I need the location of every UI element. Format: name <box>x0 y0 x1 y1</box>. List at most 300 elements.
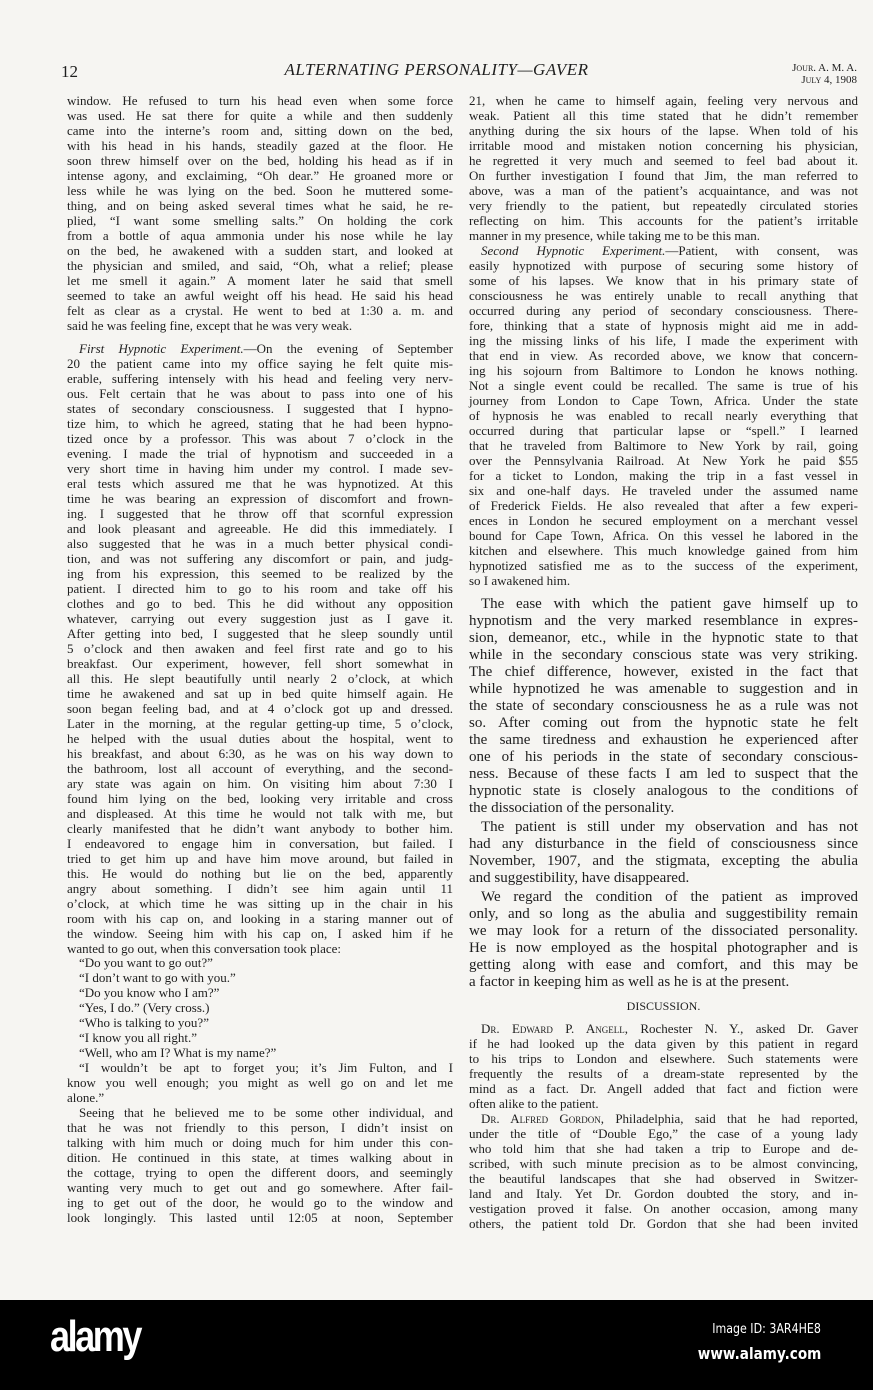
line-text: ous. Felt certain that he was about to pass into one of his <box>67 386 453 401</box>
line-text: also suggested that he was in a much better physical condi- <box>67 536 453 551</box>
line-text: —On the evening of September <box>243 341 453 356</box>
line-text: six and one-half days. He traveled under the assumed name <box>469 483 858 498</box>
text-line <box>469 198 858 213</box>
paragraph <box>469 1021 858 1111</box>
line-text: states of secondary consciousness. I suggested that I hypno- <box>67 401 453 416</box>
line-text: hypnotic state is closely analogous to the conditions of <box>469 783 858 799</box>
text-line <box>67 955 453 970</box>
text-line <box>67 476 453 491</box>
line-text: 5 o’clock and then awaken and feel first rate and go to his <box>67 641 453 656</box>
text-line <box>469 483 858 498</box>
line-text: thing, and on being asked several times what he said, he re- <box>67 198 453 213</box>
text-line <box>67 401 453 416</box>
line-text: alone.” <box>67 1090 105 1105</box>
alamy-logo: alamy <box>50 1312 141 1361</box>
paragraph <box>67 970 453 985</box>
text-line <box>469 664 858 681</box>
paragraph <box>67 985 453 1000</box>
line-text: dition. He continued in this state, at times walking about in <box>67 1150 453 1165</box>
text-line <box>67 446 453 461</box>
text-line <box>469 630 858 647</box>
text-line <box>67 896 453 911</box>
line-text: this. He would do nothing but lie on the bed, apparently <box>67 866 453 881</box>
text-line <box>469 228 858 243</box>
text-line <box>67 461 453 476</box>
text-line <box>67 1165 453 1180</box>
text-line <box>67 1210 453 1225</box>
paragraph <box>67 1000 453 1015</box>
paragraph <box>67 1105 453 1225</box>
conversation-dialogue <box>67 955 453 1225</box>
line-text: his breakfast, and about 6:30, as he was on his way down to <box>67 746 453 761</box>
text-line <box>469 288 858 303</box>
text-line <box>67 1000 453 1015</box>
text-line <box>469 438 858 453</box>
line-text: seemed to take an awful weight off his head. He said his head <box>67 288 453 303</box>
text-line <box>469 1156 858 1171</box>
line-text: of hypnosis he was enabled to recall nearly everything that <box>469 408 858 423</box>
watermark-bar <box>0 1300 873 1390</box>
left-paragraph-continuation <box>67 93 453 333</box>
line-text: we may look for a return of the dissociated personality. <box>469 923 858 939</box>
paragraph <box>67 1060 453 1105</box>
journal-name: Jour. A. M. A. <box>792 62 857 74</box>
text-line <box>469 1186 858 1201</box>
line-text: the window. Seeing him with his cap on, I asked him if he <box>67 926 453 941</box>
text-line <box>469 974 858 991</box>
line-text: “Do you want to go out?” <box>79 955 213 970</box>
line-text: “Who is talking to you?” <box>79 1015 209 1030</box>
line-text: very friendly to the patient, but repeatedly circulated stories <box>469 198 858 213</box>
line-text: I endeavored to engage him in conversation, but failed. I <box>67 836 453 851</box>
text-line <box>67 761 453 776</box>
text-line <box>469 573 858 588</box>
line-text: occurred during any period of secondary consciousness. There- <box>469 303 858 318</box>
line-text: getting along with ease and comfort, and this may be <box>469 957 858 973</box>
paragraph <box>67 1045 453 1060</box>
paragraph <box>469 889 858 991</box>
text-line <box>67 506 453 521</box>
line-text: consciousness he was entirely unable to recall anything that <box>469 288 858 303</box>
text-line <box>469 243 858 258</box>
text-line <box>469 348 858 363</box>
line-text: others, the patient told Dr. Gordon that she had been invited <box>469 1216 858 1231</box>
text-line <box>67 273 453 288</box>
second-hypnotic-experiment <box>469 93 858 588</box>
text-line <box>469 1036 858 1051</box>
line-text: evening. I made the trial of hypnotism and succeeded in a <box>67 446 453 461</box>
line-text: plied, “I want some smelling salts.” On holding the cork <box>67 213 453 228</box>
line-text: while in the secondary conscious state was very striking. <box>469 647 858 663</box>
text-line <box>469 819 858 836</box>
text-line <box>469 513 858 528</box>
text-line <box>469 558 858 573</box>
text-line <box>67 521 453 536</box>
line-text: felt as clear as a crystal. He went to bed at 1:30 a. m. and <box>67 303 453 318</box>
text-line <box>469 303 858 318</box>
line-text: some of his lapses. We know that in his primary state of <box>469 273 858 288</box>
line-text: so I awakened him. <box>469 573 571 588</box>
text-line <box>67 836 453 851</box>
paragraph <box>469 819 858 887</box>
line-text: journey from London to Cape Town, Africa. Under the state <box>469 393 858 408</box>
line-text: if he had looked up the data given by this patient in regard <box>469 1036 858 1051</box>
text-line <box>67 536 453 551</box>
line-text: time he awakened and sat up in bed quite himself again. He <box>67 686 453 701</box>
text-line <box>67 138 453 153</box>
line-text: ary state was again on him. On visiting him about 7:30 I <box>67 776 453 791</box>
line-text: had any disturbance in the field of consciousness since <box>469 836 858 852</box>
line-text: fore, thinking that a state of hypnosis might aid me in add- <box>469 318 858 333</box>
text-line <box>469 766 858 783</box>
line-text: the physician and smiled, and said, “Oh, what a relief; please <box>67 258 453 273</box>
line-text: he helped with the usual duties about the hospital, went to <box>67 731 453 746</box>
text-line <box>469 423 858 438</box>
text-line <box>469 647 858 664</box>
conclusion-text <box>469 596 858 991</box>
text-line <box>67 93 453 108</box>
line-text: the beautiful landscapes that she had observed in Switzer- <box>469 1171 858 1186</box>
text-line <box>469 906 858 923</box>
text-line <box>67 258 453 273</box>
text-line <box>67 1195 453 1210</box>
text-line <box>67 288 453 303</box>
text-line <box>67 416 453 431</box>
line-text: o’clock, at which time he was sitting up in the chair in his <box>67 896 453 911</box>
paragraph <box>67 955 453 970</box>
line-text: The chief difference, however, existed in the fact that <box>469 664 858 680</box>
text-line <box>67 746 453 761</box>
text-line <box>469 273 858 288</box>
line-text: bound for Cape Town, Africa. On this vessel he labored in the <box>469 528 858 543</box>
line-text: above, was a man of the patient’s acquaintance, and was not <box>469 183 858 198</box>
line-text: irritable mood and mistaken notion concerning his physician, <box>469 138 858 153</box>
line-text: under the title of “Double Ego,” the case of a young lady <box>469 1126 858 1141</box>
line-text: know you well enough; you might as well go on and let me <box>67 1075 453 1090</box>
line-text: manner in my presence, while taking me to be this man. <box>469 228 760 243</box>
text-line <box>67 371 453 386</box>
line-text: vestigation proved it false. On another occasion, among many <box>469 1201 858 1216</box>
text-line <box>67 806 453 821</box>
text-line <box>67 641 453 656</box>
line-text: sion, demeanor, etc., while in the hypnotic state to that <box>469 630 858 646</box>
line-text: the cottage, trying to open the different doors, and seemingly <box>67 1165 453 1180</box>
text-line <box>469 889 858 906</box>
text-line <box>67 1060 453 1075</box>
text-line <box>67 386 453 401</box>
text-line <box>469 853 858 870</box>
line-text: one of his periods in the state of secondary conscious- <box>469 749 858 765</box>
text-line <box>469 408 858 423</box>
text-line <box>469 468 858 483</box>
line-text: so. After coming out from the hypnotic state he felt <box>469 715 858 731</box>
line-text: soon threw himself over on the bed, holding his head as if in <box>67 153 453 168</box>
text-line <box>67 153 453 168</box>
journal-citation <box>792 62 857 86</box>
text-line <box>67 491 453 506</box>
line-text: hypnotism and the very marked resemblance in expres- <box>469 613 858 629</box>
text-line <box>469 613 858 630</box>
text-line <box>469 453 858 468</box>
text-line <box>67 1045 453 1060</box>
text-line <box>469 1081 858 1096</box>
text-line <box>67 985 453 1000</box>
paragraph <box>469 1111 858 1231</box>
line-text: angry about something. I didn’t see him again until 11 <box>67 881 453 896</box>
paragraph <box>469 93 858 243</box>
text-line <box>67 566 453 581</box>
text-line <box>67 1105 453 1120</box>
line-text: hypnotized satisfied me as to the success of the experiment, <box>469 558 858 573</box>
line-text: 20 the patient came into my office saying he felt quite mis- <box>67 356 453 371</box>
line-text: frequently the results of a dream-state represented by the <box>469 1066 858 1081</box>
line-text: ing the missing links of his life, I made the experiment with <box>469 333 858 348</box>
line-text: occurred during that particular lapse or “spell.” I learned <box>469 423 858 438</box>
line-text: land and Italy. Yet Dr. Gordon doubted the story, and in- <box>469 1186 858 1201</box>
text-line <box>469 258 858 273</box>
line-text: wanting very much to get out and go somewhere. After fail- <box>67 1180 453 1195</box>
text-line <box>469 1096 858 1111</box>
text-line <box>469 498 858 513</box>
text-line <box>469 1126 858 1141</box>
text-line <box>67 1180 453 1195</box>
text-line <box>469 1051 858 1066</box>
text-line <box>469 923 858 940</box>
text-line <box>67 911 453 926</box>
text-line <box>469 1171 858 1186</box>
text-line <box>469 1216 858 1231</box>
text-line <box>469 138 858 153</box>
text-line <box>67 611 453 626</box>
line-text: the bathroom, lost all account of everything, and the second- <box>67 761 453 776</box>
line-text: whatever, carrying out every suggestion just as I gave it. <box>67 611 453 626</box>
line-text: said he was feeling fine, except that he was very weak. <box>67 318 353 333</box>
text-line <box>469 749 858 766</box>
line-text: Not a single event could be recalled. The same is true of his <box>469 378 858 393</box>
text-line <box>469 715 858 732</box>
text-line <box>469 1141 858 1156</box>
text-line <box>469 698 858 715</box>
text-line <box>67 243 453 258</box>
text-line <box>469 363 858 378</box>
text-line <box>469 681 858 698</box>
line-text: He is now employed as the hospital photographer and is <box>469 940 858 956</box>
line-text: “Yes, I do.” (Very cross.) <box>79 1000 210 1015</box>
line-text: clearly manifested that he didn’t want anybody to bother him. <box>67 821 453 836</box>
line-text: very short time in having him under my control. I made sev- <box>67 461 453 476</box>
line-text: ing his sojourn from Baltimore to London he knows nothing. <box>469 363 858 378</box>
line-text: tized once by a professor. This was about 7 o’clock in the <box>67 431 453 446</box>
discussion-text <box>469 1021 858 1231</box>
paragraph <box>67 341 453 956</box>
text-line <box>67 626 453 641</box>
text-line <box>67 198 453 213</box>
line-text: over the Pennsylvania Railroad. At New York he paid $55 <box>469 453 858 468</box>
line-text: erable, suffering intensely with his head and feeling very nerv- <box>67 371 453 386</box>
first-hypnotic-experiment <box>67 341 453 956</box>
line-text: clothes and go to bed. This he did without any opposition <box>67 596 453 611</box>
line-text: window. He refused to turn his head even when some force <box>67 93 453 108</box>
text-line <box>67 701 453 716</box>
line-text: anything during the six hours of the lapse. When told of his <box>469 123 858 138</box>
text-line <box>67 881 453 896</box>
text-line <box>469 183 858 198</box>
line-text: weak. Patient all this time stated that he didn’t remember <box>469 108 858 123</box>
text-line <box>67 776 453 791</box>
text-line <box>67 851 453 866</box>
paragraph <box>67 1015 453 1030</box>
line-text: kitchen and elsewhere. This much knowledge gained from him <box>469 543 858 558</box>
text-line <box>469 333 858 348</box>
paragraph <box>469 243 858 588</box>
text-line <box>67 731 453 746</box>
line-text: Later in the morning, at the regular getting-up time, 5 o’clock, <box>67 716 453 731</box>
line-text: a factor in keeping him as well as he is at the present. <box>469 974 790 990</box>
line-text: while hypnotized he was amenable to suggestion and in <box>469 681 858 697</box>
text-line <box>67 1075 453 1090</box>
text-line <box>469 1021 858 1036</box>
text-line <box>67 303 453 318</box>
text-line <box>469 1111 858 1126</box>
paragraph <box>67 93 453 333</box>
line-text: on the bed, he awakened with a sudden start, and looked at <box>67 243 453 258</box>
line-text: only, and so long as the abulia and suggestibility remain <box>469 906 858 922</box>
line-text: ing. I suggested that he throw off that scornful expression <box>67 506 453 521</box>
line-text: of Frederick Fields. He also revealed that after a few experi- <box>469 498 858 513</box>
line-text: eral tests which assured me that he was hypnotized. At this <box>67 476 453 491</box>
discussion-heading: DISCUSSION. <box>626 999 701 1013</box>
line-text: intense agony, and exclaiming, “Oh dear.” He groaned more or <box>67 168 453 183</box>
line-text: time he was bearing an expression of discomfort and frown- <box>67 491 453 506</box>
line-text: wanted to go out, when this conversation took place: <box>67 941 342 956</box>
line-text: The ease with which the patient gave himself up to <box>481 596 858 612</box>
text-line <box>469 108 858 123</box>
text-line <box>469 393 858 408</box>
line-text: soon began feeling bad, and at 4 o’clock got up and dressed. <box>67 701 453 716</box>
text-line <box>67 551 453 566</box>
line-text: often alike to the patient. <box>469 1096 599 1111</box>
text-line <box>67 821 453 836</box>
text-line <box>67 356 453 371</box>
text-line <box>469 543 858 558</box>
line-text: that he was not friendly to this person, I didn’t insist on <box>67 1120 453 1135</box>
line-text: easily hypnotized with purpose of securing some history of <box>469 258 858 273</box>
text-line <box>469 1066 858 1081</box>
line-text: Seeing that he believed me to be some other individual, and <box>79 1105 453 1120</box>
line-text: all this. He slept beautifully until nearly 2 o’clock, at which <box>67 671 453 686</box>
text-line <box>469 836 858 853</box>
text-line <box>67 108 453 123</box>
line-text: that end in view. As recorded above, we know that concern- <box>469 348 858 363</box>
line-text: patient. I directed him to go to his room and take off his <box>67 581 453 596</box>
paragraph-lead: Dr. Edward P. Angell <box>481 1021 625 1036</box>
paragraph <box>67 1030 453 1045</box>
line-text: tion, and was not suffering any discomfort or pain, and judg- <box>67 551 453 566</box>
running-title: ALTERNATING PERSONALITY—GAVER <box>284 60 589 79</box>
text-line <box>469 528 858 543</box>
line-text: the state of secondary consciousness he as a rule was not <box>469 698 858 714</box>
journal-date: July 4, 1908 <box>801 74 857 86</box>
line-text: let me smell it again.” A moment later he said that smell <box>67 273 453 288</box>
line-text: room with his cap on, and looking in a staring manner out of <box>67 911 453 926</box>
text-line <box>469 732 858 749</box>
line-text: tize him, to which he agreed, stating that he had been hypno- <box>67 416 453 431</box>
line-text: reflecting on him. This accounts for the patient’s irritable <box>469 213 858 228</box>
text-line <box>67 656 453 671</box>
line-text: that he traveled from Baltimore to New York by rail, going <box>469 438 858 453</box>
paragraph-lead: Second Hypnotic Experiment. <box>481 243 666 258</box>
line-text: from a bottle of aqua ammonia under his nose while he lay <box>67 228 453 243</box>
line-text: who told him that she had taken a trip to Europe and de- <box>469 1141 858 1156</box>
text-line <box>469 213 858 228</box>
line-text: was used. He sat there for quite a while and then suddenly <box>67 108 453 123</box>
image-id: Image ID: 3AR4HE8 <box>712 1322 821 1337</box>
text-line <box>469 800 858 817</box>
line-text: with his head in his hands, steadily gazed at the floor. He <box>67 138 453 153</box>
line-text: “I don’t want to go with you.” <box>79 970 236 985</box>
text-line <box>67 228 453 243</box>
text-line <box>469 783 858 800</box>
line-text: November, 1907, and the stigmata, excepting the abulia <box>469 853 858 869</box>
line-text: to his trips to London and elsewhere. Such statements were <box>469 1051 858 1066</box>
line-text: We regard the condition of the patient as improved <box>481 889 858 905</box>
line-text: “I wouldn’t be apt to forget you; it’s Jim Fulton, and I <box>79 1060 453 1075</box>
line-text: mind as a fact. Dr. Angell added that fact and fiction were <box>469 1081 858 1096</box>
line-text: found him lying on the bed, looking very irritable and cross <box>67 791 453 806</box>
text-line <box>67 1120 453 1135</box>
text-line <box>469 93 858 108</box>
text-line <box>67 686 453 701</box>
line-text: 21, when he came to himself again, feeling very nervous and <box>469 93 858 108</box>
line-text: After getting into bed, I suggested that he sleep soundly until <box>67 626 453 641</box>
line-text: “I know you all right.” <box>79 1030 198 1045</box>
text-line <box>469 1201 858 1216</box>
text-line <box>67 1015 453 1030</box>
text-line <box>67 183 453 198</box>
text-line <box>469 168 858 183</box>
text-line <box>67 123 453 138</box>
line-text: , Philadelphia, said that he had reported, <box>600 1111 858 1126</box>
line-text: for a ticket to London, making the trip in a fast vessel in <box>469 468 858 483</box>
text-line <box>67 341 453 356</box>
text-line <box>67 671 453 686</box>
line-text: look longingly. This lasted until 12:05 at noon, September <box>67 1210 453 1225</box>
page-number: 12 <box>61 62 78 81</box>
text-line <box>469 870 858 887</box>
text-line <box>67 866 453 881</box>
line-text: ing to get out of the door, he would go to the window and <box>67 1195 453 1210</box>
line-text: On further investigation I found that Jim, the man referred to <box>469 168 858 183</box>
line-text: “Well, who am I? What is my name?” <box>79 1045 277 1060</box>
paragraph-lead: First Hypnotic Experiment. <box>79 341 244 356</box>
line-text: the dissociation of the personality. <box>469 800 675 816</box>
text-line <box>469 940 858 957</box>
text-line <box>469 153 858 168</box>
line-text: ness. Because of these facts I am led to suspect that the <box>469 766 858 782</box>
text-line <box>67 1030 453 1045</box>
paragraph-lead: Dr. Alfred Gordon <box>481 1111 601 1126</box>
line-text: the same tiredness and exhaustion he experienced after <box>469 732 858 748</box>
text-line <box>469 123 858 138</box>
paragraph <box>469 596 858 817</box>
text-line <box>67 716 453 731</box>
text-line <box>67 168 453 183</box>
text-line <box>469 378 858 393</box>
line-text: and look pleasant and agreeable. He did this immediately. I <box>67 521 453 536</box>
line-text: he regretted it very much and seemed to feel bad about it. <box>469 153 858 168</box>
site-url: www.alamy.com <box>697 1344 821 1363</box>
text-line <box>67 431 453 446</box>
